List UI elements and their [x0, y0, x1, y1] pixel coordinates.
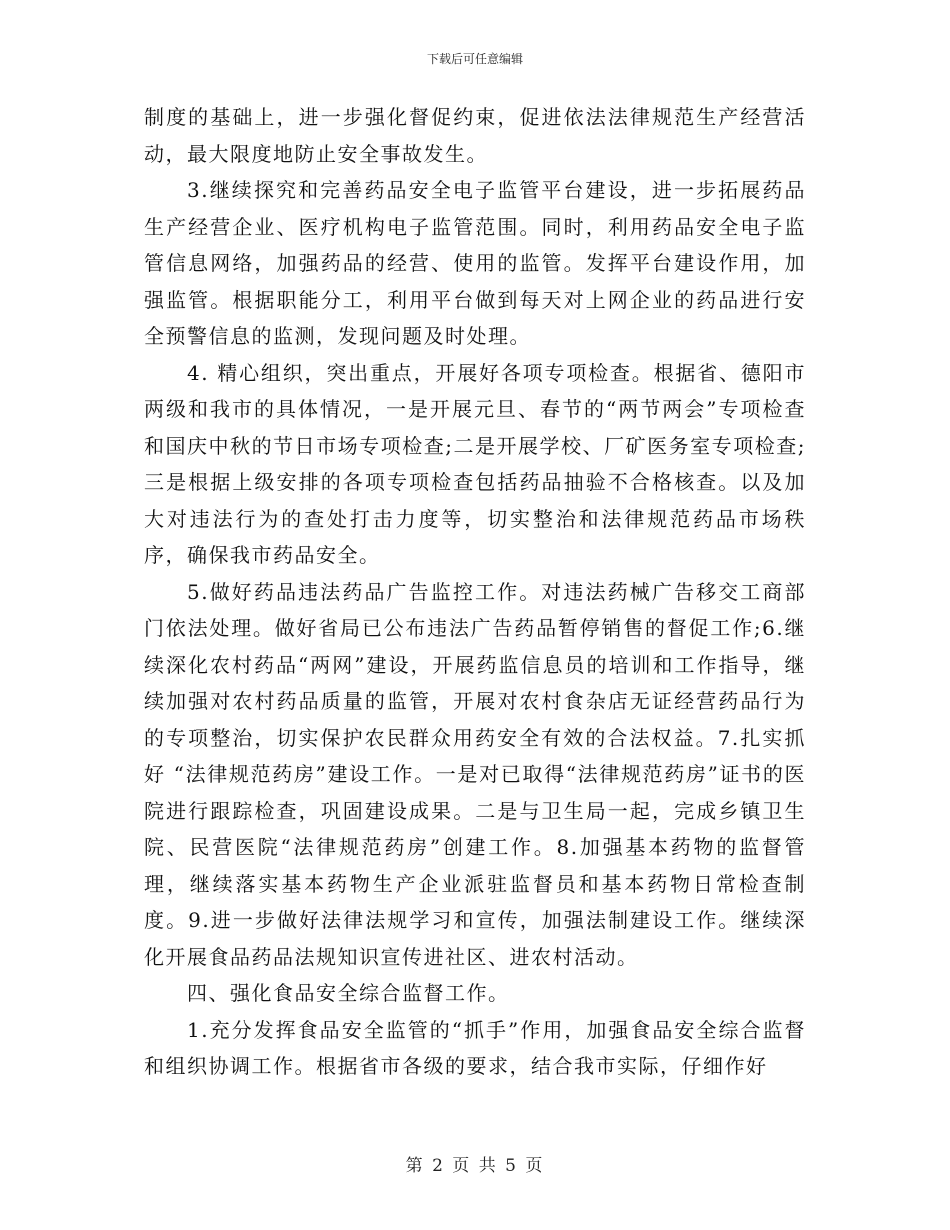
- page-footer: 第 2 页 共 5 页: [405, 1156, 545, 1176]
- paragraph-item-4: 4. 精心组织，突出重点，开展好各项专项检查。根据省、德阳市两级和我市的具体情况，一是开展元旦、春节的“两节两会”专项检查和国庆中秋的节日市场专项检查;二是开展学校、厂矿医务室专项检查;三是根据上级安排的各项专项检查包括药品抽验不合格核查。以及加大对违法行为的查处打击力度等，切实整治和法律规范药品市场秩序，确保我市药品安全。: [144, 360, 806, 567]
- page-header: 下载后可任意编辑: [426, 52, 523, 66]
- paragraph-section-4-item-1: 1.充分发挥食品安全监管的“抓手”作用，加强食品安全综合监督和组织协调工作。根据省市各级的要求，结合我市实际，仔细作好: [144, 1017, 806, 1078]
- paragraph-item-5-9: 5.做好药品违法药品广告监控工作。对违法药械广告移交工商部门依法处理。做好省局已公布违法广告药品暂停销售的督促工作;6.继续深化农村药品“两网”建设，开展药监信息员的培训和工作指导，继续加强对农村药品质量的监管，开展对农村食杂店无证经营药品行为的专项整治，切实保护农民群众用药安全有效的合法权益。7.扎实抓好 “法律规范药房”建设工作。一是对已取得“法律规范药房”证书的医院进行跟踪检查，巩固建设成果。二是与卫生局一起，完成乡镇卫生院、民营医院“法律规范药房”创建工作。8.加强基本药物的监督管理，继续落实基本药物生产企业派驻监督员和基本药物日常检查制度。9.进一步做好法律法规学习和宣传，加强法制建设工作。继续深化开展食品药品法规知识宣传进社区、进农村活动。: [144, 579, 806, 969]
- section-heading-4: 四、强化食品安全综合监督工作。: [187, 981, 510, 1005]
- paragraph-item-3: 3.继续探究和完善药品安全电子监管平台建设，进一步拓展药品生产经营企业、医疗机构电子监管范围。同时，利用药品安全电子监管信息网络，加强药品的经营、使用的监管。发挥平台建设作用，加强监管。根据职能分工，利用平台做到每天对上网企业的药品进行安全预警信息的监测，发现问题及时处理。: [144, 178, 806, 348]
- paragraph-continuation: 制度的基础上，进一步强化督促约束，促进依法法律规范生产经营活动，最大限度地防止安全事故发生。: [144, 105, 806, 166]
- document-body: [144, 99, 806, 1085]
